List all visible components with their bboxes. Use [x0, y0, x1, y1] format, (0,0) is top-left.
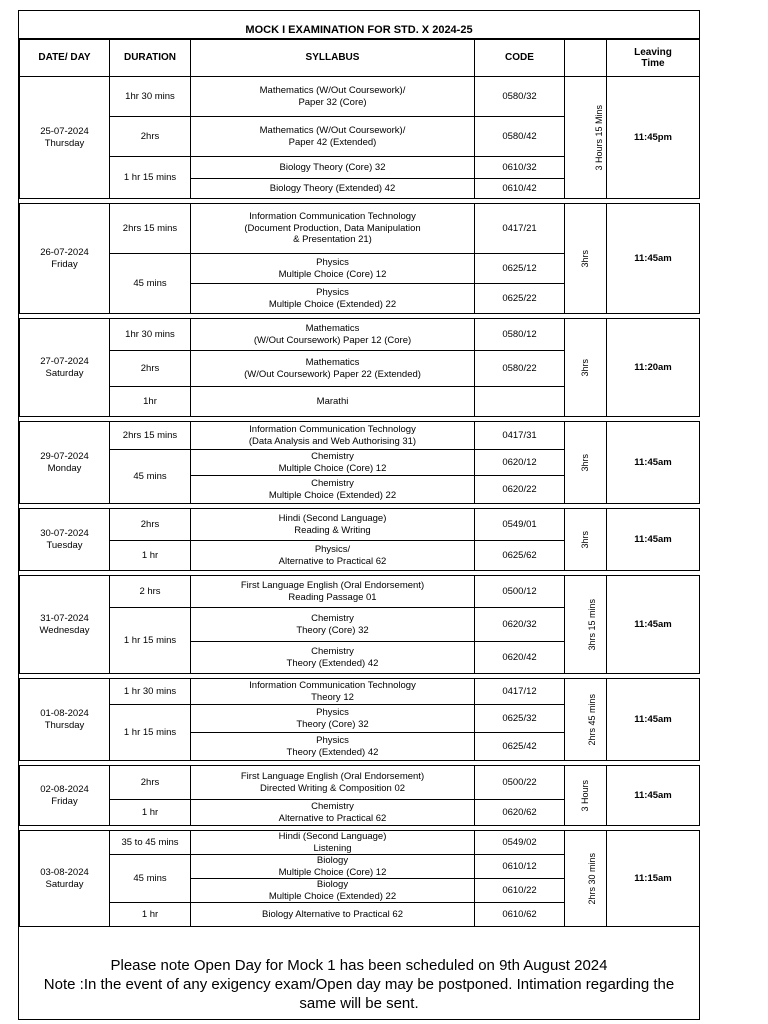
- syllabus-line: Physics/: [314, 544, 351, 555]
- syllabus-line: Theory (Extended) 42: [286, 746, 379, 758]
- exam-day: Thursday: [44, 137, 85, 149]
- syllabus-line: First Language English (Oral Endorsement): [240, 771, 425, 782]
- total-duration-cell: [565, 77, 607, 199]
- paper-code-cell: 0580/12: [475, 319, 565, 351]
- paper-code-cell: 0610/42: [475, 179, 565, 199]
- syllabus-line: Chemistry: [311, 451, 354, 462]
- syllabus-line: Mathematics: [305, 323, 360, 334]
- syllabus-line: Chemistry: [311, 801, 354, 812]
- syllabus-line: First Language English (Oral Endorsement): [240, 580, 425, 591]
- timetable-body: [20, 77, 700, 927]
- paper-row: [20, 679, 700, 705]
- total-duration-cell: [565, 204, 607, 314]
- syllabus-line: Mathematics (W/Out Coursework)/: [259, 125, 406, 136]
- exam-date: 02-08-2024: [40, 784, 89, 795]
- syllabus-line: Information Communication Technology: [249, 424, 416, 435]
- syllabus-line: Paper 32 (Core): [298, 96, 367, 108]
- exam-date-cell: [20, 766, 110, 826]
- total-duration-text: 3hrs: [579, 530, 590, 549]
- syllabus-cell: [191, 705, 475, 733]
- paper-code-cell: 0580/32: [475, 77, 565, 117]
- duration-cell: 1hr 30 mins: [110, 319, 191, 351]
- header-date: DATE/ DAY: [20, 40, 110, 77]
- timetable-table: [19, 39, 700, 927]
- exam-date: 25-07-2024: [40, 126, 89, 137]
- header-leaving-line2: Time: [641, 58, 665, 69]
- paper-code-cell: 0620/42: [475, 642, 565, 674]
- syllabus-cell: [191, 387, 475, 417]
- footer-open-day-note: Please note Open Day for Mock 1 has been scheduled on 9th August 2024: [110, 957, 608, 974]
- paper-row: [20, 831, 700, 855]
- syllabus-cell: [191, 254, 475, 284]
- duration-cell: 45 mins: [110, 855, 191, 903]
- header-total: [565, 40, 607, 77]
- paper-code-cell: 0620/12: [475, 450, 565, 476]
- duration-cell: 1 hr 15 mins: [110, 705, 191, 761]
- footer-exigency-note: Note :In the event of any exigency exam/Open day may be postponed. Intimation regarding the: [43, 976, 675, 993]
- paper-code-cell: [475, 387, 565, 417]
- duration-cell: 1 hr 30 mins: [110, 679, 191, 705]
- total-duration-text: 2hrs 30 mins: [587, 852, 598, 905]
- syllabus-line: Marathi: [316, 395, 349, 407]
- total-duration-cell: [565, 766, 607, 826]
- syllabus-line: Physics: [316, 735, 349, 746]
- duration-cell: 2hrs: [110, 351, 191, 387]
- exam-date: 30-07-2024: [40, 528, 89, 539]
- exam-date-cell: [20, 77, 110, 199]
- syllabus-line: Chemistry: [311, 646, 354, 657]
- syllabus-line: Theory 12: [311, 691, 354, 703]
- footer-intimation-note: same will be sent.: [299, 995, 419, 1012]
- exam-day: Saturday: [45, 878, 84, 890]
- syllabus-cell: [191, 576, 475, 608]
- leaving-time-cell: 11:45am: [607, 679, 700, 761]
- syllabus-cell: [191, 77, 475, 117]
- paper-code-cell: 0417/12: [475, 679, 565, 705]
- leaving-time-cell: 11:15am: [607, 831, 700, 927]
- syllabus-cell: [191, 179, 475, 199]
- total-duration-text: 3 Hours: [579, 779, 590, 812]
- syllabus-line: Biology Theory (Core) 32: [279, 161, 386, 173]
- syllabus-line: Mathematics: [305, 357, 360, 368]
- paper-code-cell: 0417/31: [475, 422, 565, 450]
- leaving-time-cell: 11:45am: [607, 509, 700, 571]
- paper-code-cell: 0610/62: [475, 903, 565, 927]
- exam-timetable-sheet: [18, 10, 700, 1020]
- duration-cell: 1hr: [110, 387, 191, 417]
- paper-code-cell: 0610/12: [475, 855, 565, 879]
- paper-row: [20, 766, 700, 800]
- syllabus-line: Biology Alternative to Practical 62: [262, 908, 403, 920]
- leaving-time-cell: 11:20am: [607, 319, 700, 417]
- exam-date: 27-07-2024: [40, 356, 89, 367]
- syllabus-cell: [191, 879, 475, 903]
- exam-day: Thursday: [44, 719, 85, 731]
- leaving-time-cell: 11:45am: [607, 422, 700, 504]
- syllabus-line: Multiple Choice (Core) 12: [278, 462, 387, 474]
- paper-row: [20, 77, 700, 117]
- exam-day: Wednesday: [39, 624, 90, 636]
- syllabus-cell: [191, 284, 475, 314]
- syllabus-cell: [191, 351, 475, 387]
- exam-day: Friday: [51, 258, 78, 270]
- duration-cell: 1 hr: [110, 903, 191, 927]
- exam-day: Monday: [47, 462, 82, 474]
- syllabus-cell: [191, 450, 475, 476]
- syllabus-line: Biology: [316, 879, 349, 890]
- duration-cell: 1hr 30 mins: [110, 77, 191, 117]
- duration-cell: 1 hr: [110, 541, 191, 571]
- syllabus-line: Biology Theory (Extended) 42: [269, 182, 396, 194]
- exam-date: 01-08-2024: [40, 708, 89, 719]
- syllabus-line: & Presentation 21): [293, 234, 372, 246]
- exam-date-cell: [20, 679, 110, 761]
- header-syllabus: SYLLABUS: [191, 40, 475, 77]
- syllabus-line: Physics: [316, 287, 349, 298]
- syllabus-cell: [191, 476, 475, 504]
- paper-code-cell: 0580/42: [475, 117, 565, 157]
- total-duration-text: 2hrs 45 mins: [587, 693, 598, 746]
- total-duration-text: 3hrs: [579, 249, 590, 268]
- syllabus-line: Mathematics (W/Out Coursework)/: [259, 85, 406, 96]
- syllabus-line: Theory (Core) 32: [296, 624, 369, 636]
- syllabus-cell: [191, 733, 475, 761]
- exam-date-cell: [20, 422, 110, 504]
- paper-code-cell: 0500/12: [475, 576, 565, 608]
- paper-code-cell: 0610/22: [475, 879, 565, 903]
- syllabus-cell: [191, 541, 475, 571]
- syllabus-cell: [191, 422, 475, 450]
- header-leaving-line1: Leaving: [634, 46, 672, 58]
- syllabus-cell: [191, 766, 475, 800]
- document-title: MOCK I EXAMINATION FOR STD. X 2024-25: [19, 11, 699, 39]
- syllabus-line: (Data Analysis and Web Authorising 31): [248, 435, 417, 447]
- syllabus-line: Directed Writing & Composition 02: [259, 782, 406, 794]
- total-duration-text: 3 Hours 15 Mins: [594, 104, 605, 171]
- syllabus-line: Reading & Writing: [294, 524, 371, 536]
- syllabus-line: Information Communication Technology: [249, 680, 416, 691]
- syllabus-line: Multiple Choice (Core) 12: [278, 866, 387, 878]
- exam-date: 31-07-2024: [40, 613, 89, 624]
- exam-day: Tuesday: [46, 539, 83, 551]
- syllabus-cell: [191, 319, 475, 351]
- paper-code-cell: 0620/22: [475, 476, 565, 504]
- duration-cell: 1 hr 15 mins: [110, 608, 191, 674]
- syllabus-line: Multiple Choice (Core) 12: [278, 268, 387, 280]
- total-duration-cell: [565, 679, 607, 761]
- exam-day: Saturday: [45, 367, 84, 379]
- syllabus-cell: [191, 679, 475, 705]
- paper-code-cell: 0580/22: [475, 351, 565, 387]
- duration-cell: 2hrs: [110, 766, 191, 800]
- duration-cell: 45 mins: [110, 450, 191, 504]
- total-duration-text: 3hrs: [579, 453, 590, 472]
- syllabus-line: (W/Out Coursework) Paper 12 (Core): [253, 334, 412, 346]
- paper-row: [20, 319, 700, 351]
- leaving-time-cell: 11:45am: [607, 766, 700, 826]
- header-duration: DURATION: [110, 40, 191, 77]
- total-duration-cell: [565, 576, 607, 674]
- syllabus-cell: [191, 642, 475, 674]
- leaving-time-cell: 11:45am: [607, 576, 700, 674]
- syllabus-line: Alternative to Practical 62: [278, 812, 387, 824]
- syllabus-line: (Document Production, Data Manipulation: [244, 222, 421, 234]
- paper-code-cell: 0417/21: [475, 204, 565, 254]
- paper-code-cell: 0625/32: [475, 705, 565, 733]
- syllabus-cell: [191, 903, 475, 927]
- syllabus-cell: [191, 204, 475, 254]
- total-duration-text: 3hrs: [579, 358, 590, 377]
- paper-code-cell: 0610/32: [475, 157, 565, 179]
- exam-date: 26-07-2024: [40, 247, 89, 258]
- footer-notes: [19, 956, 699, 1013]
- exam-date-cell: [20, 204, 110, 314]
- paper-row: [20, 576, 700, 608]
- paper-code-cell: 0549/02: [475, 831, 565, 855]
- duration-cell: 1 hr: [110, 800, 191, 826]
- paper-code-cell: 0625/22: [475, 284, 565, 314]
- paper-code-cell: 0625/42: [475, 733, 565, 761]
- syllabus-line: Theory (Extended) 42: [286, 657, 379, 669]
- paper-code-cell: 0620/62: [475, 800, 565, 826]
- syllabus-cell: [191, 855, 475, 879]
- exam-date-cell: [20, 576, 110, 674]
- syllabus-line: Multiple Choice (Extended) 22: [268, 890, 397, 902]
- duration-cell: 35 to 45 mins: [110, 831, 191, 855]
- syllabus-line: Physics: [316, 257, 349, 268]
- syllabus-line: Multiple Choice (Extended) 22: [268, 298, 397, 310]
- exam-date-cell: [20, 509, 110, 571]
- syllabus-line: Biology: [316, 855, 349, 866]
- exam-date: 29-07-2024: [40, 451, 89, 462]
- total-duration-cell: [565, 831, 607, 927]
- total-duration-cell: [565, 422, 607, 504]
- syllabus-line: Paper 42 (Extended): [288, 136, 377, 148]
- syllabus-line: Chemistry: [311, 478, 354, 489]
- syllabus-line: Hindi (Second Language): [278, 513, 387, 524]
- syllabus-line: Multiple Choice (Extended) 22: [268, 489, 397, 501]
- header-leaving-time: [607, 40, 700, 77]
- syllabus-line: Alternative to Practical 62: [278, 555, 387, 567]
- paper-code-cell: 0625/12: [475, 254, 565, 284]
- header-code: CODE: [475, 40, 565, 77]
- header-row: [20, 40, 700, 77]
- exam-date-cell: [20, 831, 110, 927]
- syllabus-line: Chemistry: [311, 613, 354, 624]
- duration-cell: 2hrs: [110, 117, 191, 157]
- syllabus-cell: [191, 117, 475, 157]
- syllabus-cell: [191, 608, 475, 642]
- syllabus-cell: [191, 831, 475, 855]
- duration-cell: 2hrs 15 mins: [110, 422, 191, 450]
- paper-code-cell: 0625/62: [475, 541, 565, 571]
- leaving-time-cell: 11:45pm: [607, 77, 700, 199]
- syllabus-line: (W/Out Coursework) Paper 22 (Extended): [244, 368, 421, 380]
- paper-code-cell: 0549/01: [475, 509, 565, 541]
- duration-cell: 1 hr 15 mins: [110, 157, 191, 199]
- syllabus-cell: [191, 509, 475, 541]
- exam-date-cell: [20, 319, 110, 417]
- syllabus-line: Physics: [316, 707, 349, 718]
- leaving-time-cell: 11:45am: [607, 204, 700, 314]
- duration-cell: 45 mins: [110, 254, 191, 314]
- paper-code-cell: 0500/22: [475, 766, 565, 800]
- duration-cell: 2hrs: [110, 509, 191, 541]
- exam-date: 03-08-2024: [40, 867, 89, 878]
- paper-code-cell: 0620/32: [475, 608, 565, 642]
- paper-row: [20, 509, 700, 541]
- syllabus-line: Reading Passage 01: [288, 591, 377, 603]
- syllabus-line: Theory (Core) 32: [296, 718, 369, 730]
- duration-cell: 2 hrs: [110, 576, 191, 608]
- syllabus-cell: [191, 157, 475, 179]
- paper-row: [20, 204, 700, 254]
- total-duration-cell: [565, 319, 607, 417]
- total-duration-text: 3hrs 15 mins: [587, 598, 598, 651]
- syllabus-cell: [191, 800, 475, 826]
- total-duration-cell: [565, 509, 607, 571]
- syllabus-line: Listening: [313, 842, 352, 854]
- duration-cell: 2hrs 15 mins: [110, 204, 191, 254]
- paper-row: [20, 422, 700, 450]
- syllabus-line: Hindi (Second Language): [278, 831, 387, 842]
- syllabus-line: Information Communication Technology: [249, 211, 416, 223]
- exam-day: Friday: [51, 795, 78, 807]
